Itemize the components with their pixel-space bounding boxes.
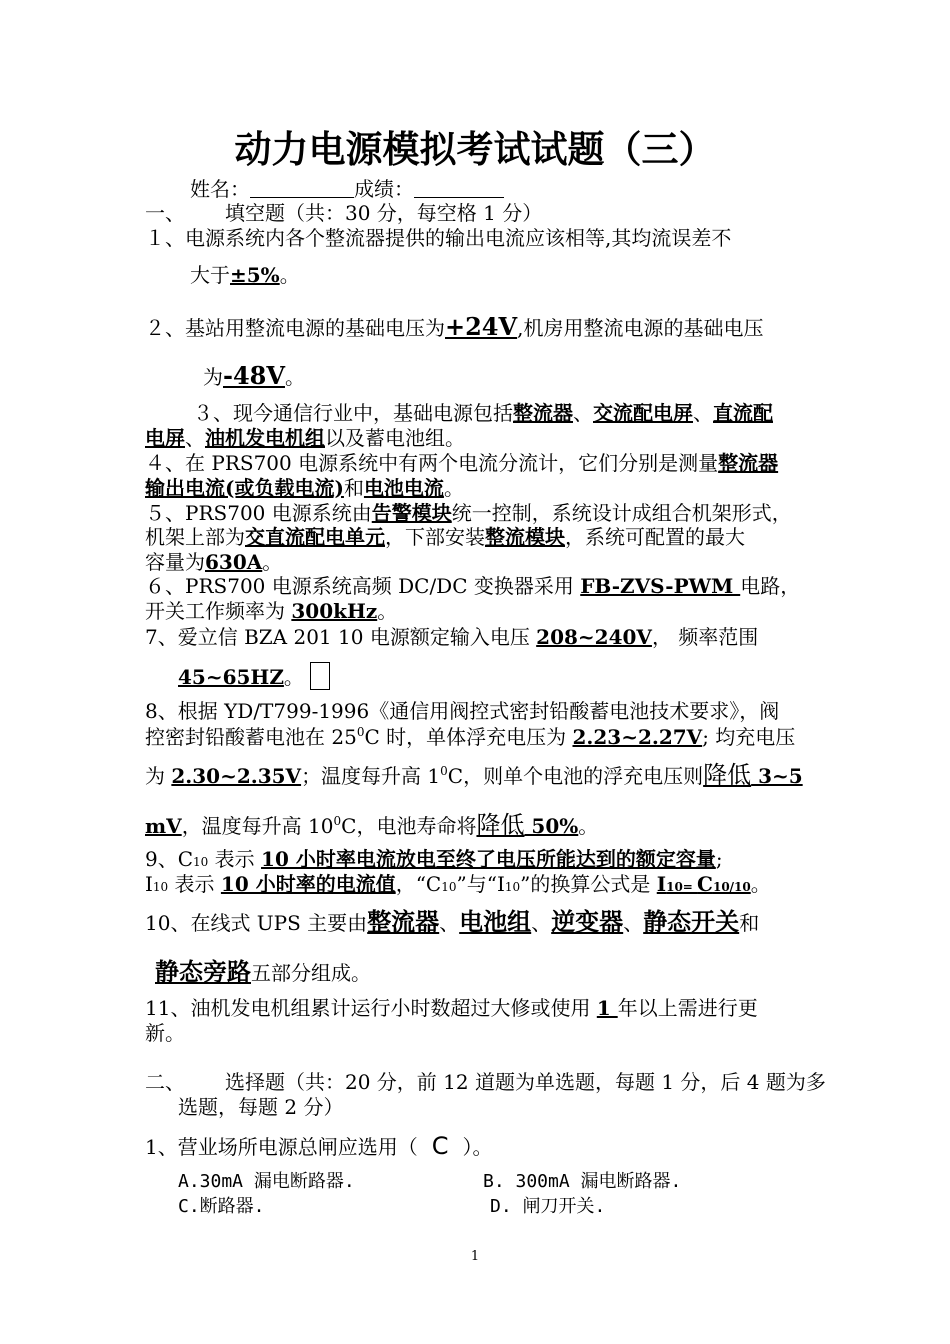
q10-post: 五部分组成。 [251, 961, 371, 985]
q8-mid5: C，则单个电池的浮充电压则 [447, 764, 704, 788]
q4-pre: ４、在 PRS700 电源系统中有两个电流分流计，它们分别是测量 [145, 451, 719, 475]
q1-post: 。 [279, 263, 300, 287]
q10-sep3: 、 [623, 911, 644, 935]
mc1-stem-pre: 1、营业场所电源总闸应选用（ [145, 1135, 418, 1159]
q2-answer1: +24V [445, 312, 518, 341]
q3-answer3a: 直流配 [713, 401, 773, 425]
q6-post: 。 [377, 599, 398, 623]
q10-answer4: 静态开关 [643, 907, 740, 936]
q6-answer1: FB-ZVS-PWM [580, 574, 741, 598]
q9-post: 。 [750, 872, 771, 896]
score-label: 成绩： [354, 177, 414, 201]
q9-pre: 9、C [145, 847, 194, 871]
q9-answer3-c: C [697, 872, 713, 896]
q10-answer5: 静态旁路 [155, 957, 251, 986]
mc1-stem-post: ）。 [462, 1135, 493, 1159]
q10-answer3: 逆变器 [551, 907, 624, 936]
q8-pre2: 控密封铅酸蓄电池在 25 [145, 725, 357, 749]
q1-line2 [190, 264, 300, 287]
q3-line2 [145, 427, 465, 450]
q10-pre: 10、在线式 UPS 主要由 [145, 911, 368, 935]
q9-semi: ; [715, 847, 723, 871]
q9-mid1: 表示 [208, 847, 262, 871]
q10-answer1: 整流器 [367, 907, 440, 936]
q2-mid: ,机房用整流电源的基础电压 [517, 316, 764, 340]
q8-mid4: ；温度每升高 1 [301, 764, 441, 788]
q8-answer2: 2.30~2.35V [171, 764, 302, 788]
q5-line1 [145, 502, 792, 525]
q8-mid2: C 时，单体浮充电压为 [364, 725, 573, 749]
q1-answer: ±5% [230, 263, 280, 287]
q9-answer2: 10 小时率的电流值 [220, 872, 396, 896]
q11-line2: 新。 [145, 1021, 185, 1045]
q7-answer1: 208~240V [536, 625, 652, 649]
q9-mid3: ，“C [395, 872, 442, 896]
q11-line1 [145, 997, 758, 1020]
section1-heading [145, 202, 542, 225]
section2-text: 选择题（共：20 分，前 12 道题为单选题，每题 1 分，后 4 题为多 [225, 1070, 826, 1094]
q6-pre2: 开关工作频率为 [145, 599, 292, 623]
q4-answer1b: 输出电流(或负载电流) [145, 476, 344, 500]
q8-sup1: 0 [356, 725, 365, 739]
q8-answer3c: mV [145, 814, 182, 838]
section1-text: 填空题（共：30 分，每空格 1 分） [225, 201, 543, 225]
q8-mid6: ，温度每升高 10 [181, 814, 334, 838]
q9-sub4: 10 [504, 880, 521, 894]
q5-answer3: 整流模块 [485, 525, 565, 549]
q6-mid: 电路， [740, 574, 801, 598]
q9-line1 [145, 848, 723, 871]
q9-pre2: I [145, 872, 153, 896]
q2-line2 [203, 362, 305, 390]
q10-answer2: 电池组 [459, 907, 532, 936]
q10-sep2: 、 [531, 911, 552, 935]
q8-line1: 8、根据 YD/T799-1996《通信用阀控式密封铅酸蓄电池技术要求》，阀 [145, 699, 780, 723]
q11-mid: 年以上需进行更 [617, 996, 758, 1020]
section2-heading-line2: 选题，每题 2 分） [178, 1095, 344, 1119]
q4-answer1a: 整流器 [718, 451, 779, 475]
q10-line2 [155, 958, 371, 986]
q9-sub1: 10 [193, 855, 209, 869]
q5-pre: ５、PRS700 电源系统由 [145, 501, 372, 525]
name-score-line [190, 178, 504, 201]
q11-pre: 11、油机发电机组累计运行小时数超过大修或使用 [145, 996, 597, 1020]
q8-answer3b: 3~5 [751, 764, 803, 788]
q8-line4 [145, 812, 598, 840]
q7-line2 [178, 662, 330, 690]
q9-mid2: 表示 [168, 872, 221, 896]
q9-answer3-csub: 10/10 [712, 880, 751, 894]
q8-line2 [145, 726, 795, 749]
q8-answer4a: 降低 [476, 811, 525, 839]
q4-answer2: 电池电流 [363, 476, 444, 500]
page-number: 1 [470, 1249, 480, 1264]
document-title: 动力电源模拟考试试题（三） [234, 127, 716, 171]
q4-line1 [145, 452, 778, 475]
q8-answer4b: 50% [524, 814, 579, 838]
q8-sup2: 0 [440, 764, 448, 778]
q3-sep3: 、 [185, 426, 205, 450]
q5-line3 [145, 551, 282, 574]
q3-post: 以及蓄电池组。 [325, 426, 465, 450]
q4-mid: 和 [343, 476, 364, 500]
q5-mid1: 统一控制，系统设计成组合机架形式， [451, 501, 792, 525]
mc1-option-d: D. 闸刀开关. [490, 1196, 606, 1217]
q2-pre2: 为 [203, 365, 223, 389]
q6-line1 [145, 575, 800, 598]
q5-answer1: 告警模块 [371, 501, 452, 525]
q7-mid: ， 频率范围 [651, 625, 759, 649]
q3-answer3b: 电屏 [145, 426, 185, 450]
mc1-stem [145, 1133, 493, 1161]
q8-mid3: ; 均充电压 [702, 725, 796, 749]
section1-number: 一、 [145, 201, 185, 225]
mc1-option-a: A.30mA 漏电断路器. [178, 1171, 355, 1192]
q3-sep1: 、 [573, 401, 593, 425]
q6-answer2: 300kHz [291, 599, 378, 623]
q7-answer2: 45~65HZ [178, 665, 284, 689]
q2-pre: ２、基站用整流电源的基础电压为 [145, 316, 445, 340]
q3-line1 [193, 402, 773, 425]
q9-mid5: ”的换算公式是 [520, 872, 657, 896]
q10-line1 [145, 908, 759, 936]
mc1-option-b: B. 300mA 漏电断路器. [483, 1171, 682, 1192]
section2-number: 二、 [145, 1070, 185, 1094]
q7-pre: 7、爱立信 BZA 201 10 电源额定输入电压 [145, 625, 537, 649]
q1-pre: 大于 [190, 263, 230, 287]
q4-line2 [145, 477, 464, 500]
mc1-option-c: C.断路器. [178, 1196, 265, 1217]
q8-pre3: 为 [145, 764, 172, 788]
q6-line2 [145, 600, 397, 623]
q7-line1 [145, 626, 758, 649]
q9-answer1: 10 小时率电流放电至终了电压所能达到的额定容量 [261, 847, 716, 871]
q9-answer3-i: I [656, 872, 667, 896]
q5-pre3: 容量为 [145, 550, 205, 574]
q3-pre: ３、现今通信行业中，基础电源包括 [193, 401, 513, 425]
q10-mid: 和 [739, 911, 760, 935]
q5-pre2: 机架上部为 [145, 525, 245, 549]
q9-sub2: 10 [152, 880, 169, 894]
q2-post: 。 [284, 365, 305, 389]
q3-answer2: 交流配电屏 [593, 401, 693, 425]
q8-mid7: C，电池寿命将 [341, 814, 477, 838]
q5-answer4: 630A [205, 550, 263, 574]
q2-answer2: -48V [223, 361, 285, 390]
section2-heading [145, 1071, 826, 1094]
q5-mid2: ，下部安装 [385, 525, 485, 549]
q9-answer3-isub: 10= [666, 880, 698, 894]
q9-answer3 [657, 872, 751, 896]
q3-answer1: 整流器 [513, 401, 573, 425]
q6-pre: ６、PRS700 电源系统高频 DC/DC 变换器采用 [145, 574, 581, 598]
q5-mid3: ，系统可配置的最大 [565, 525, 745, 549]
q9-line2 [145, 873, 771, 896]
q2-line1 [145, 313, 764, 341]
q5-post: 。 [262, 550, 283, 574]
q8-post: 。 [578, 814, 599, 838]
q11-answer: 1 [596, 996, 618, 1020]
q9-mid4: ”与“I [456, 872, 505, 896]
q8-answer3a: 降低 [703, 761, 752, 789]
q10-sep1: 、 [439, 911, 460, 935]
q7-post: 。 [283, 665, 304, 689]
q3-sep2: 、 [693, 401, 713, 425]
q8-answer1: 2.23~2.27V [572, 725, 703, 749]
q5-answer2: 交直流配电单元 [245, 525, 385, 549]
mc1-answer: C [431, 1132, 449, 1160]
q5-line2 [145, 526, 745, 549]
q8-line3 [145, 762, 803, 790]
name-label: 姓名： [190, 177, 250, 201]
checkbox-icon [310, 662, 330, 690]
name-blank [250, 179, 354, 198]
q3-answer4: 油机发电机组 [205, 426, 325, 450]
q4-post: 。 [443, 476, 464, 500]
q9-sub3: 10 [441, 880, 457, 894]
q8-sup3: 0 [333, 814, 342, 828]
q1-line1: １、电源系统内各个整流器提供的输出电流应该相等,其均流误差不 [145, 226, 732, 250]
score-blank [414, 179, 504, 198]
